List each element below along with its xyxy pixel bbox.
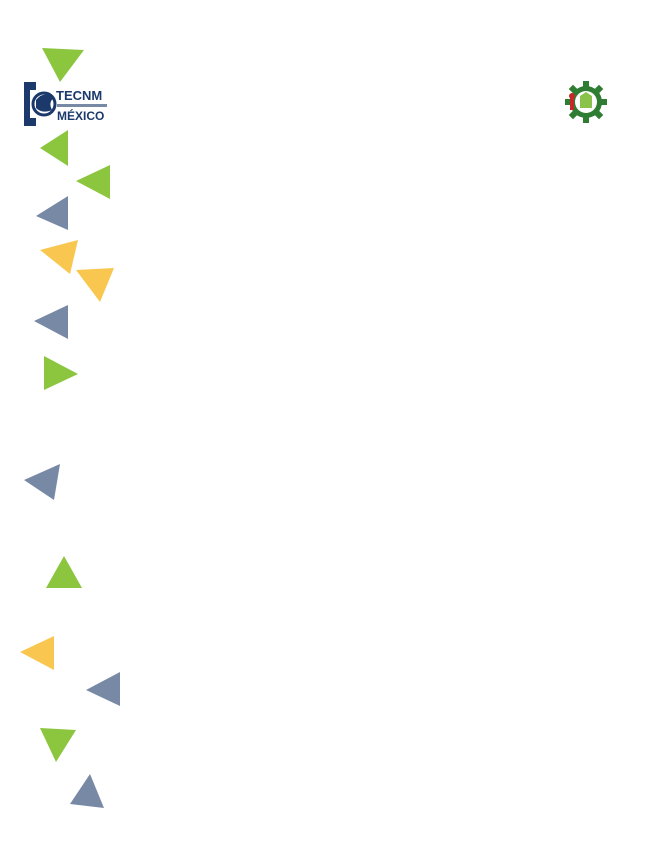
tecnm-logo-text-top: TECNM	[56, 88, 103, 103]
decor-triangle-2	[40, 130, 70, 168]
decor-triangle-14	[70, 774, 106, 810]
decor-triangle-7	[34, 305, 70, 341]
decor-triangle-11	[20, 636, 56, 672]
decor-triangle-13	[40, 728, 78, 764]
decor-triangle-9	[24, 464, 64, 502]
decor-triangle-1	[42, 48, 86, 82]
institute-gear-logo	[560, 78, 608, 126]
tecnm-logo	[22, 80, 112, 128]
decor-triangle-4	[36, 196, 70, 232]
decor-triangle-6	[76, 268, 116, 304]
decor-triangle-8	[44, 356, 80, 392]
decor-triangle-12	[86, 672, 122, 708]
decor-triangle-3	[76, 165, 112, 201]
decor-triangle-10	[46, 556, 84, 590]
decor-triangle-5	[40, 240, 80, 276]
tecnm-logo-text-bottom: MÉXICO	[57, 109, 105, 123]
